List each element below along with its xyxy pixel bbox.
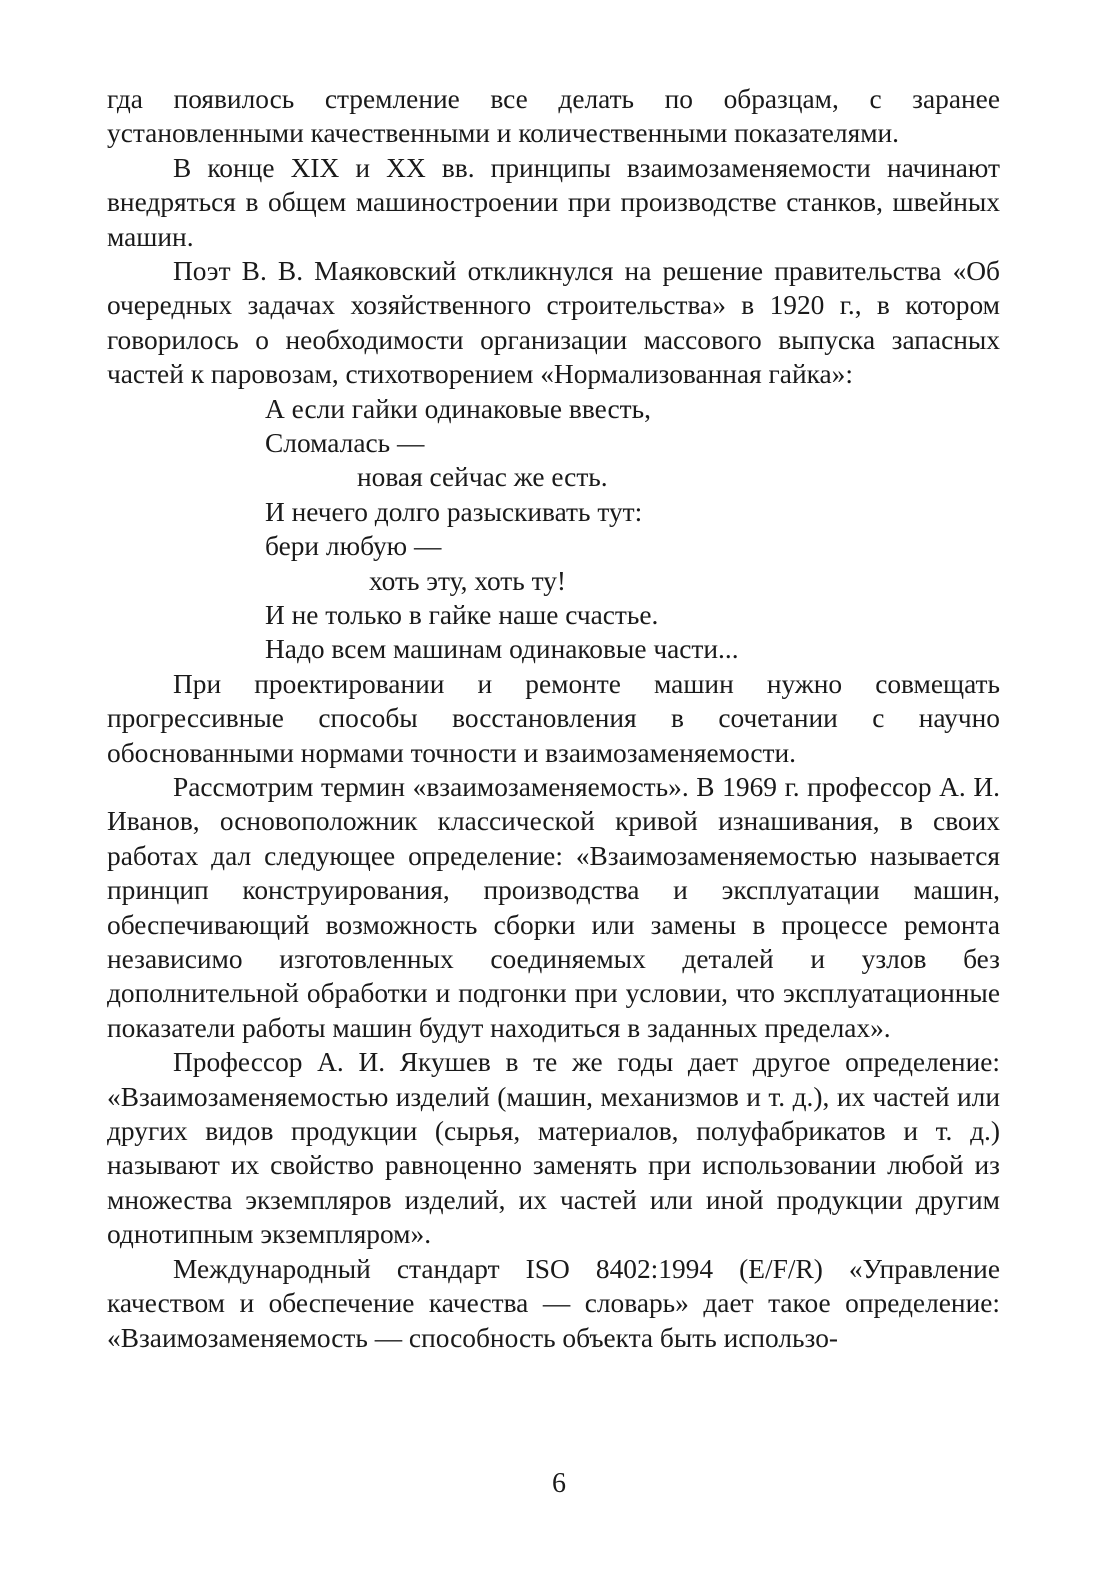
poem-line: бери любую — — [265, 531, 442, 562]
poem-line: И нечего долго разыскивать тут: — [265, 496, 643, 527]
poem-line: А если гайки одинаковые ввесть, — [265, 393, 651, 424]
poem-line: Сломалась — — [265, 428, 425, 459]
poem-line: новая сейчас же есть. — [357, 462, 608, 493]
poem-normalized-nut — [265, 392, 1000, 667]
poem-line: И не только в гайке наше счастье. — [265, 600, 659, 630]
paragraph-yakushev-definition: Профессор А. И. Якушев в те же годы дает другое определение: «Взаимозаменяемостью изделий (машин, механизмов и т. д.), их частей или других видов продукции (сырья, материалов, полуфабрикатов и т. д.) называют их свойство равноценно заменять при использовании любой из множества экземпляров изделий, их частей или иной продукции другим однотипным экземпляром». — [107, 1047, 1000, 1250]
poem-line: хоть эту, хоть ту! — [369, 565, 567, 596]
paragraph-interchangeability-history: В конце XIX и XX вв. принципы взаимозаменяемости начинают внедряться в общем машиностроении при производстве станков, швейных машин. — [107, 152, 1000, 252]
body-text — [107, 82, 1000, 1355]
page-number: 6 — [552, 1468, 566, 1499]
poem-line: Надо всем машинам одинаковые части... — [265, 634, 739, 665]
paragraph-iso-definition: Международный стандарт ISO 8402:1994 (E/F/R) «Управление качеством и обеспечение качества — словарь» дает такое определение: «Взаимозаменяемость — способность объекта быть использо- — [107, 1253, 1000, 1353]
paragraph-mayakovsky: Поэт В. В. Маяковский откликнулся на решение правительства «Об очередных задачах хозяйственного строительства» в 1920 г., в котором говорилось о необходимости организации массового выпуска запасных частей к паровозам, стихотворением «Нормализованная гайка»: — [107, 256, 1000, 390]
paragraph-continuation: гда появилось стремление все делать по образцам, с заранее установленными качественными и количественными показателями. — [107, 84, 1000, 149]
paragraph-ivanov-definition: Рассмотрим термин «взаимозаменяемость». В 1969 г. профессор А. И. Иванов, основоположник классической кривой изнашивания, в своих работах дал следующее определение: «Взаимозаменяемостью называется принцип конструирования, производства и эксплуатации машин, обеспечивающий возможность сборки или замены в процессе ремонта независимо изготовленных соединяемых деталей и узлов без дополнительной обработки и подгонки при условии, что эксплуатационные показатели работы машин будут находиться в заданных пределах». — [107, 772, 1000, 1043]
paragraph-design-and-repair: При проектировании и ремонте машин нужно совмещать прогрессивные способы восстановления в сочетании с научно обоснованными нормами точности и взаимозаменяемости. — [107, 668, 1000, 768]
